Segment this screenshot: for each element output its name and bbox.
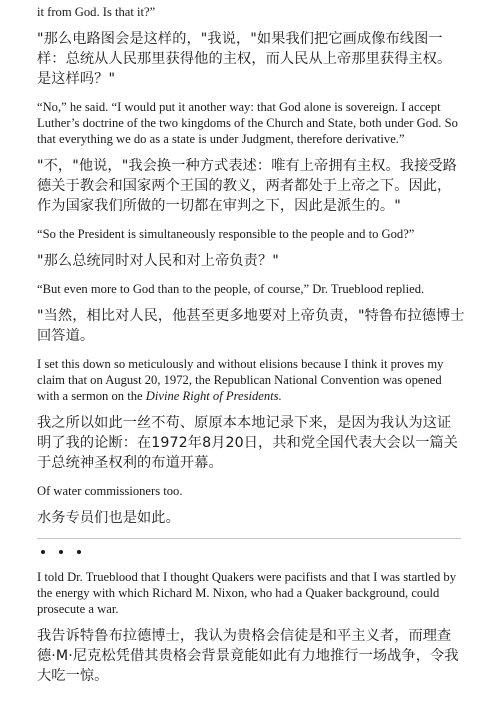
paragraph-zh-3: "那么总统同时对人民和对上帝负责？": [37, 253, 279, 269]
paragraph-en-2: “No,” he said. “I would put it another way: that God alone is sovereign. I accept Luther’s doctrine of the two kingdoms of the Church and State, both under God. So that everything we do as a state is under Judgment, therefore derivative.”: [37, 100, 458, 146]
bullet-dot-icon: [41, 550, 45, 554]
document-page: [37, 4, 465, 686]
paragraph-en-5: [37, 356, 465, 404]
paragraph-zh-2: "不，"他说，"我会换一种方式表述：唯有上帝拥有主权。我接受路德关于教会和国家两个王国的教义，两者都处于上帝之下。因此，作为国家我们所做的一切都在审判之下，因此是派生的。": [37, 158, 457, 214]
paragraph-zh-7: 我告诉特鲁布拉德博士，我认为贵格会信徒是和平主义者，而理查德·M·尼克松凭借其贵格会背景竟能如此有力地推行一场战争，令我大吃一惊。: [37, 628, 459, 684]
paragraph-zh-6: 水务专员们也是如此。: [37, 510, 180, 526]
paragraph-en-6: Of water commissioners too.: [37, 484, 183, 498]
paragraph-zh-1: "那么电路图会是这样的，"我说，"如果我们把它画成像布线图一样：总统从人民那里获得他的主权，而人民从上帝那里获得主权。是这样吗？": [37, 31, 452, 87]
paragraph-en-5-text: I set this down so meticulously and without elisions because I think it proves my claim that on August 20, 1972, the Republican National Convention was opened with a sermon on the: [37, 357, 444, 403]
bullet-dot-icon: [77, 550, 81, 554]
paragraph-en-3: “So the President is simultaneously responsible to the people and to God?”: [37, 227, 415, 241]
bullet-dot-icon: [59, 550, 63, 554]
paragraph-en-1: it from God. Is that it?”: [37, 5, 156, 19]
paragraph-en-4: “But even more to God than to the people, of course,” Dr. Trueblood replied.: [37, 282, 425, 296]
paragraph-zh-4: "当然，相比对人民，他甚至更多地要对上帝负责，"特鲁布拉德博士回答道。: [37, 308, 465, 344]
paragraph-en-7: I told Dr. Trueblood that I thought Quakers were pacifists and that I was startled by the energy with which Richard M. Nixon, who had a Quaker background, could prosecute a war.: [37, 570, 457, 616]
section-divider: [37, 538, 461, 539]
paragraph-en-5-italic-title: Divine Right of Presidents.: [145, 389, 282, 403]
paragraph-zh-5: 我之所以如此一丝不苟、原原本本地记录下来，是因为我认为这证明了我的论断：在1972年8月20日，共和党全国代表大会以一篇关于总统神圣权利的布道开幕。: [37, 415, 459, 471]
section-break-dots: [41, 549, 465, 555]
